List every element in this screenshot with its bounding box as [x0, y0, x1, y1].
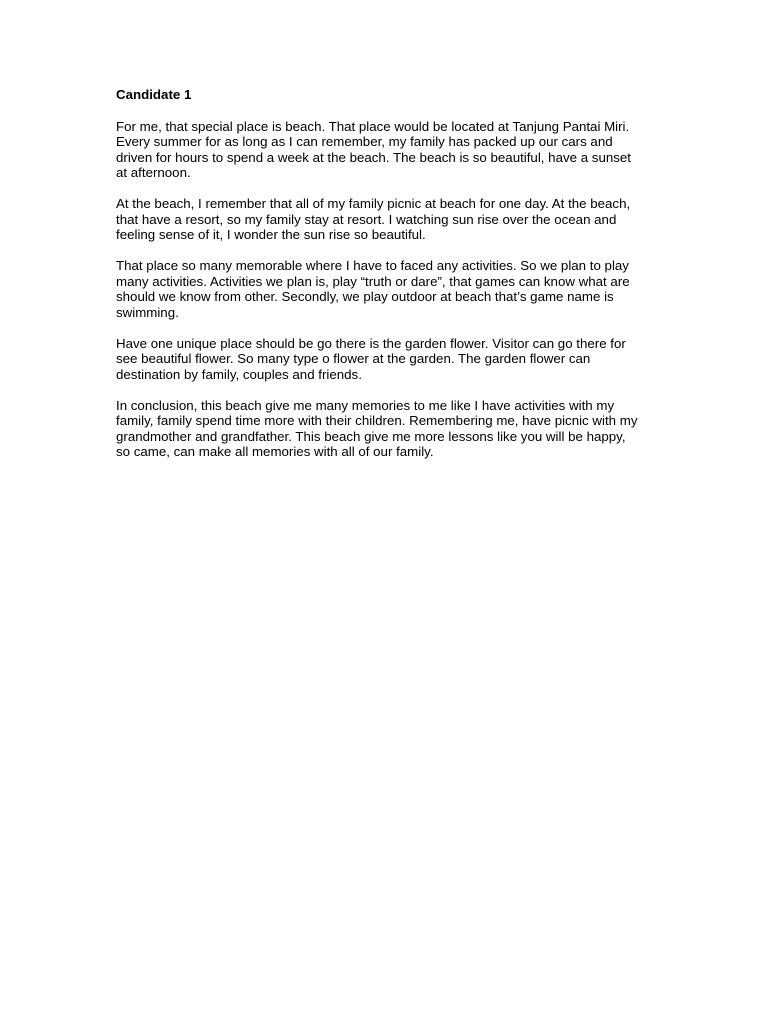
paragraph-4: Have one unique place should be go there is the garden flower. Visitor can go there for see beautiful flower. So many type o flower at the garden. The garden flower can destination by family, couples and friends.: [116, 335, 626, 382]
paragraph-2: At the beach, I remember that all of my family picnic at beach for one day. At the beach, that have a resort, so my family stay at resort. I watching sun rise over the ocean and feeling sense of it, I wonder the sun rise so beautiful.: [116, 196, 631, 242]
document-page: [116, 87, 638, 475]
paragraph-3: That place so many memorable where I have to faced any activities. So we plan to play many activities. Activities we plan is, play “truth or dare”, that games can know what are should we know from other. Secondly, we play outdoor at beach that’s game name is swimming.: [116, 258, 630, 320]
document-heading: Candidate 1: [116, 87, 192, 102]
paragraph-5: In conclusion, this beach give me many memories to me like I have activities with my family, family spend time more with their children. Remembering me, have picnic with my grandmother and grandfather. This beach give me more lessons like you will be happy, so came, can make all memories with all of our family.: [116, 397, 638, 459]
paragraph-1: For me, that special place is beach. That place would be located at Tanjung Pantai Miri. Every summer for as long as I can remember, my family has packed up our cars and driven for hours to spend a week at the beach. The beach is so beautiful, have a sunset at afternoon.: [116, 118, 631, 180]
